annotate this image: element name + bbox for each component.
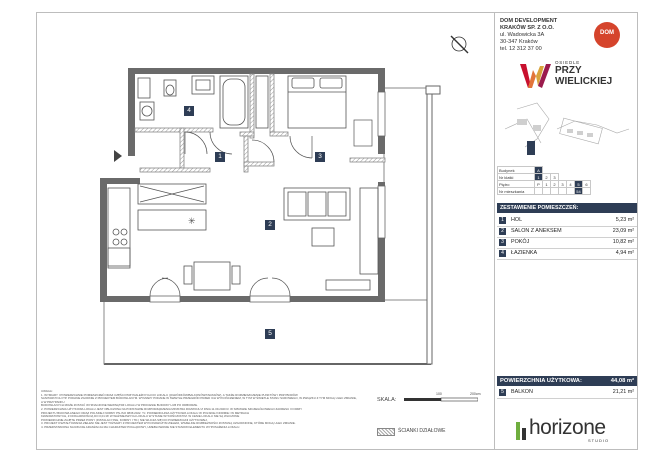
unit-label: Nr mieszkania [498,188,535,195]
scale-end: 200cm [470,392,481,396]
developer-name: DOM DEVELOPMENT [500,18,558,24]
room-row [497,227,637,236]
divider [497,259,637,260]
note-line: SANITARNYCH ITP. PODANE ZGODNIE Z PROJEKTEM BUDOWLANYM. WYMIARY PODANE W ŚWIETLE PRZEGRÓD PRZED ICH WYKOŃCZENIEM, W TYM W ŚWIETLE STANU SUROWEGO, W ZWIĄZKU Z TYM MOGĄ ULEC ZMIANIE, A W PRZYPADKU [41,396,357,404]
room-label-1: 1 [215,152,225,162]
building-label: Budynek [498,167,535,174]
rooms-title: ZESTAWIENIE POMIESZCZEŃ: [497,203,637,213]
developer-city: 30-347 Kraków [500,39,538,45]
stairwell-1: 1 [535,174,543,181]
horizone-logo-icon [516,420,528,440]
floor-6: 6 [583,181,591,188]
scale-mid: 100 [436,392,442,396]
estate-line1: PRZY [555,65,582,76]
divider [497,398,637,399]
estate-w-logo-icon [518,60,552,92]
estate-line2: WIELICKIEJ [555,76,613,87]
dining-table [184,262,240,290]
total-area-label: POWIERZCHNIA UŻYTKOWA: [500,378,582,384]
entrance-arrow-icon [114,150,122,162]
room-label-3: 3 [315,152,325,162]
developer-street: ul. Wadowicka 3A [500,32,545,38]
unit-value: 54 [576,188,581,194]
stairwell-row [498,174,591,181]
scale-label: SKALA: [377,397,397,403]
room-area: 23,09 m² [612,228,634,234]
total-area-value: 44,08 m² [610,378,634,384]
total-area-bar [497,376,637,386]
note-line: POWIERZCHNIE ZAJĘTE PRZEZ PIONY (INSTALACYJNE, KOMINY I TD.) NIE WLICZA SIĘ DO POWIERZCHNI UŻYTKOWEJ. [41,417,208,422]
floor-p: P [535,181,543,188]
building-row [498,167,591,174]
balcony-number: 5 [499,389,506,396]
room-row [497,238,637,247]
room-name: POKÓJ [511,239,530,245]
room-label-4: 4 [184,106,194,116]
developer-phone: tel. 12 312 37 00 [500,46,542,52]
exterior-walls [100,68,385,302]
unit-row [498,188,591,195]
floor-3: 3 [559,181,567,188]
floor-row [498,181,591,188]
room-number: 3 [499,239,506,246]
horizone-brand: horizone [529,416,606,439]
room-area: 10,82 m² [612,239,634,245]
note-line: 4. PRZEDSTAWIONA NA RZUCIE ARANŻACJA MA CHARAKTER POGLĄDOWY, UMEBLOWANIE NIE STANOWI ELEMENTU WYPOSAŻENIA LOKALU. [41,424,241,429]
room-area: 4,94 m² [615,250,634,256]
location-map [497,99,635,161]
stairwell-label: Nr klatki [498,174,535,181]
bathroom-fixtures [138,76,268,128]
estate-prefix: OSIEDLE [555,60,581,65]
partition-walls-legend: ŚCIANKI DZIAŁOWE [398,428,446,434]
floor-5: 5 [575,181,583,188]
note-line: 1. WYMIARY I POWIERZCHNIE POMIESZCZEŃ ORAZ CZĘŚCI PRZYNALEŻNYCH DO LOKALU (OGRÓDKÓW/BALKONÓW/TARASÓW), A TAKŻE ROZMIESZCZENIE PUNKTÓW I PRZYBORÓW [41,392,298,397]
note-line: KWADRATOWYCH, Z DOKŁADNOŚCIĄ DO 0,01 M² W WAŻNIEJSZYCH LOKALU W STANIE WYKOŃCZONYM. W CENIE LOKALU NIE SĄ WLICZONE [41,414,240,419]
building-value: A [535,167,543,174]
horizone-sub: STUDIO [588,438,610,443]
dom-logo-icon [594,22,620,48]
note-line: 3. PROJEKT KSZTAŁTOWANIA ZIELENI NIE JEST TOŻSAMY Z PROJEKTEM WYKONAWCZYM ZIELENI, WSZELKIE ROZBIEŻNOŚCI ZOSTANĄ UZGODNIONE, KTÓRE MOGĄ ULEC ZMIANIE. [41,421,296,426]
bed [288,76,346,128]
floor-label: Piętro [498,181,535,188]
room-name: SALON Z ANEKSEM [511,228,562,234]
room-number: 2 [499,228,506,235]
partition-walls [135,74,385,172]
room-row [497,216,637,225]
room-name: ŁAZIENKA [511,250,538,256]
dom-logo-text: DOM [600,30,614,36]
wardrobe [354,120,372,146]
floor-4: 4 [567,181,575,188]
balcony-area-value: 21,21 m² [612,389,634,395]
kitchen [108,184,206,268]
note-line: 2. POWIERZCHNIA UŻYTKOWA LOKALU JEST OBLICZONA NA PODSTAWIE ROZPORZĄDZENIA MINISTRA ROZWOJU Z DNIA 11.09.2020 R. W SPRAWIE SZCZEGÓŁOWEGO ZAKRESU I FORMY [41,406,302,411]
note-line: UWAGA: [41,389,53,393]
note-line: BUDOWLANYCH MOŻE ZOSTAĆ WYZNACZONE WEWNĄTRZ LOKALU W PROCESIE BUDOWY LUB PO ODBIORZE. [41,403,198,408]
room-number: 1 [499,217,506,224]
room-area: 5,23 m² [615,217,634,223]
north-arrow-icon [451,36,468,53]
balcony-name: BALKON [511,389,533,395]
partition-walls-swatch [377,428,395,436]
note-line: PROJEKTU BUDOWLANEGO ORAZ POLSKIEJ NORMY PN-ISO 9836:2022. TJ. POWIERZCHNIA UŻYTKOWA LOKALU W POLSKIEJ NORMIE I W METRACH [41,410,250,415]
floor-2: 2 [551,181,559,188]
stairwell-2: 2 [543,174,551,181]
stairwell-3: 3 [551,174,559,181]
room-label-2: 2 [265,220,275,230]
notes-block [41,390,359,430]
sofa [284,188,378,290]
developer-company: KRAKÓW SP. Z O.O. [500,25,554,31]
room-row [497,249,637,258]
room-label-5: 5 [265,329,275,339]
apartment-info-table [497,166,591,195]
room-number: 4 [499,250,506,257]
room-name: HOL [511,217,523,223]
balcony-row [497,388,637,397]
fan-icon: ✳ [188,216,196,226]
floor-1: 1 [543,181,551,188]
